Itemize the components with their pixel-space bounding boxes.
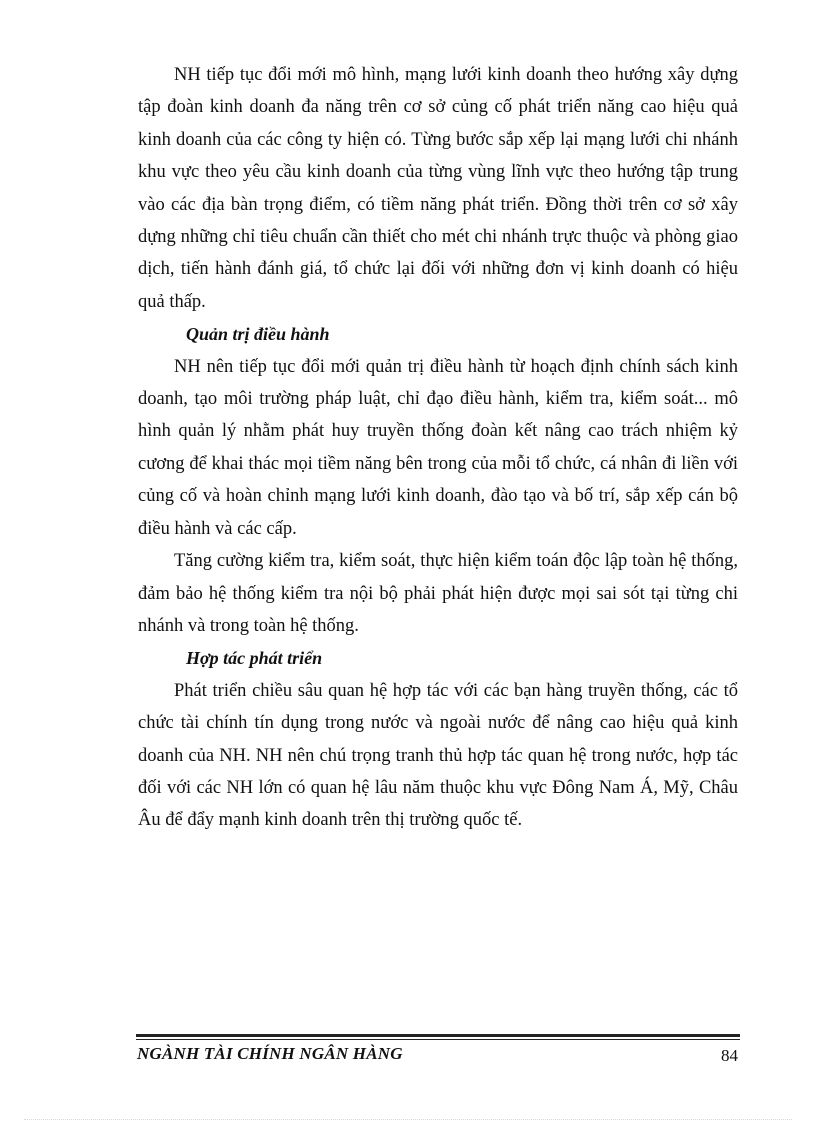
paragraph-network-restructuring: NH tiếp tục đổi mới mô hình, mạng lưới kinh doanh theo hướng xây dựng tập đoàn kinh doanh đa năng trên cơ sở củng cố phát triển năng cao hiệu quả kinh doanh của các công ty hiện có. Từng bước sắp xếp lại mạng lưới chi nhánh khu vực theo yêu cầu kinh doanh của từng vùng lĩnh vực theo hướng tập trung vào các địa bàn trọng điểm, có tiềm năng phát triển. Đồng thời trên cơ sở xây dựng những chỉ tiêu chuẩn cần thiết cho mét chi nhánh trực thuộc và phòng giao dịch, tiến hành đánh giá, tổ chức lại đối với những đơn vị kinh doanh có hiệu quả thấp. [138, 65, 738, 312]
page-edge-dotted-line [24, 1119, 792, 1120]
footer-divider-thick-line [136, 1034, 740, 1037]
paragraph-audit-control: Tăng cường kiểm tra, kiểm soát, thực hiện kiểm toán độc lập toàn hệ thống, đảm bảo hệ thống kiểm tra nội bộ phải phát hiện được mọi sai sót tại từng chi nhánh và trong toàn hệ thống. [138, 551, 738, 636]
footer-title: NGÀNH TÀI CHÍNH NGÂN HÀNG [137, 1044, 403, 1063]
page-number: 84 [721, 1046, 738, 1065]
heading-cooperation: Hợp tác phát triển [186, 648, 323, 669]
paragraph-governance: NH nên tiếp tục đổi mới quản trị điều hành từ hoạch định chính sách kinh doanh, tạo môi trường pháp luật, chỉ đạo điều hành, kiểm tra, kiểm soát... mô hình quản lý nhằm phát huy truyền thống đoàn kết nâng cao trách nhiệm kỷ cương để khai thác mọi tiềm năng bên trong của mỗi tổ chức, cá nhân đi liền với củng cố và hoàn chỉnh mạng lưới kinh doanh, đào tạo và bố trí, sắp xếp cán bộ điều hành và các cấp. [138, 356, 738, 539]
paragraph-cooperation: Phát triển chiều sâu quan hệ hợp tác với các bạn hàng truyền thống, các tổ chức tài chính tín dụng trong nước và ngoài nước để nâng cao hiệu quả kinh doanh của NH. NH nên chú trọng tranh thủ hợp tác quan hệ trong nước, hợp tác đối với các NH lớn có quan hệ lâu năm thuộc khu vực Đông Nam Á, Mỹ, Châu Âu để đẩy mạnh kinh doanh trên thị trường quốc tế. [138, 680, 738, 831]
footer-divider [136, 1034, 740, 1042]
heading-governance: Quản trị điều hành [186, 324, 330, 345]
footer-divider-thin-line [136, 1039, 740, 1040]
document-body [138, 59, 738, 837]
